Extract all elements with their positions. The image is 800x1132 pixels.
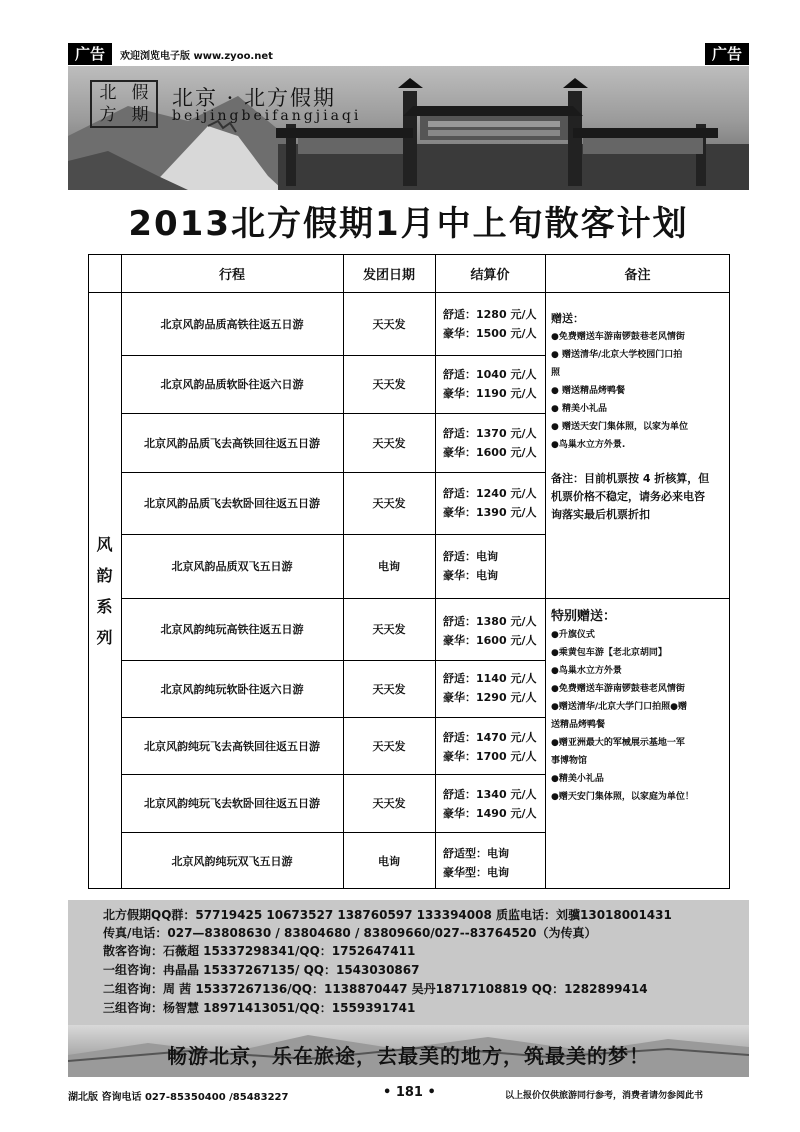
price-cell	[443, 365, 536, 403]
price-comfort: 舒适：1240 元/人	[443, 487, 537, 500]
great-wall-gate-illustration	[68, 66, 749, 190]
price-luxury: 豪华：电询	[443, 569, 498, 582]
ad-label-right: 广告	[705, 43, 749, 65]
note-item: ●升旗仪式	[551, 630, 595, 640]
price-cell	[443, 305, 536, 343]
note-remark: 机票价格不稳定，请务必来电咨	[551, 490, 705, 503]
note-item: ● 赠送天安门集体照，以家为单位	[551, 422, 688, 432]
price-comfort: 舒适：1040 元/人	[443, 368, 537, 381]
price-comfort: 舒适：1470 元/人	[443, 731, 537, 744]
date-cell: 天天发	[372, 797, 406, 810]
price-cell	[443, 424, 536, 462]
price-comfort: 舒适：1140 元/人	[443, 672, 537, 685]
route-cell: 北京风韵纯玩高铁往返五日游	[160, 623, 304, 636]
ad-label-left: 广告	[68, 43, 112, 65]
date-cell: 天天发	[372, 497, 406, 510]
page-number: • 181 •	[383, 1085, 436, 1100]
contact-fax: 传真/电话：027—83808630 / 83804680 / 83809660/027--83764520（为传真）	[103, 926, 597, 940]
note-item: ●乘黄包车游【老北京胡同】	[551, 648, 667, 658]
logo-char: 期	[131, 105, 149, 125]
note-item: ●赠送清华/北京大学门口拍照●赠	[551, 702, 687, 712]
price-cell	[443, 728, 536, 766]
route-cell: 北京风韵纯玩双飞五日游	[171, 854, 293, 868]
contact-group-2: 二组咨询：周 茜 15337267136/QQ：1138870447 吴丹18717108819 QQ：1282899414	[103, 982, 648, 996]
contact-group-1: 一组咨询：冉晶晶 15337267135/ QQ：1543030867	[103, 963, 420, 977]
price-cell	[443, 669, 536, 707]
route-cell: 北京风韵品质飞去高铁回往返五日游	[144, 436, 320, 450]
price-luxury: 豪华：1490 元/人	[443, 807, 537, 820]
brand-logo	[90, 80, 158, 128]
price-cell	[443, 844, 509, 882]
contact-section	[68, 900, 749, 1038]
price-luxury: 豪华：1700 元/人	[443, 750, 537, 763]
note-remark: 询落实最后机票折扣	[551, 508, 650, 521]
route-cell: 北京风韵品质高铁往返五日游	[160, 317, 304, 331]
price-luxury: 豪华：1390 元/人	[443, 506, 537, 519]
note-item: 送精品烤鸭餐	[551, 720, 606, 730]
header-route: 行程	[218, 267, 245, 283]
date-cell: 电询	[378, 854, 400, 868]
logo-char: 北	[99, 83, 117, 103]
logo-char: 假	[131, 83, 149, 103]
route-cell: 北京风韵纯玩飞去软卧回往返五日游	[144, 797, 320, 810]
note-item: ●免费赠送车游南锣鼓巷老风情街	[551, 332, 685, 342]
price-comfort: 舒适型：电询	[443, 847, 509, 860]
notes-gifts	[551, 310, 726, 524]
note-remark: 备注：目前机票按 4 折核算，但	[551, 472, 710, 485]
date-cell: 天天发	[372, 317, 406, 331]
price-luxury: 豪华型：电询	[443, 866, 509, 879]
price-luxury: 豪华：1290 元/人	[443, 691, 537, 704]
price-cell	[443, 484, 536, 522]
note-item: ● 精美小礼品	[551, 404, 607, 414]
date-cell: 天天发	[372, 436, 406, 450]
date-cell: 天天发	[372, 378, 406, 391]
series-char: 列	[96, 627, 113, 647]
date-cell: 天天发	[372, 739, 406, 753]
footer-disclaimer: 以上报价仅供旅游同行参考，消费者请勿参阅此书	[505, 1091, 704, 1101]
page-title: 2013北方假期1月中上旬散客计划	[128, 204, 689, 244]
note-item: ● 赠送精品烤鸭餐	[551, 386, 625, 396]
note-item: ●赠天安门集体照，以家庭为单位！	[551, 792, 694, 802]
contact-individual: 散客咨询：石薇超 15337298341/QQ：1752647411	[103, 944, 416, 958]
note-item: 事博物馆	[551, 756, 588, 766]
series-char: 系	[96, 596, 113, 616]
route-cell: 北京风韵纯玩软卧往返六日游	[160, 682, 304, 696]
route-cell: 北京风韵品质双飞五日游	[171, 560, 293, 573]
header-date: 发团日期	[362, 267, 415, 283]
note-item: ● 赠送清华/北京大学校园门口拍	[551, 350, 683, 360]
price-comfort: 舒适：1370 元/人	[443, 427, 537, 440]
date-cell: 天天发	[372, 682, 406, 696]
date-cell: 电询	[378, 560, 400, 573]
footer-hotline: 湖北版 咨询电话 027-85350400 /85483227	[68, 1092, 289, 1103]
route-cell: 北京风韵品质飞去软卧回往返五日游	[144, 497, 320, 510]
route-cell: 北京风韵品质软卧往返六日游	[160, 378, 304, 391]
date-cell: 天天发	[372, 623, 406, 636]
notes-special-label: 特别赠送：	[551, 609, 617, 624]
price-luxury: 豪华：1190 元/人	[443, 387, 537, 400]
contact-group-3: 三组咨询：杨智慧 18971413051/QQ：1559391741	[103, 1001, 416, 1015]
series-char: 风	[96, 534, 113, 554]
note-item: ●鸟巢水立方外景.	[551, 440, 626, 450]
price-cell	[443, 612, 536, 650]
note-item: 照	[551, 368, 561, 378]
price-comfort: 舒适：1340 元/人	[443, 788, 537, 801]
note-item: ●鸟巢水立方外景	[551, 666, 622, 676]
welcome-text: 欢迎浏览电子版 www.zyoo.net	[120, 51, 273, 62]
price-comfort: 舒适：电询	[443, 550, 498, 563]
header-price: 结算价	[470, 267, 510, 283]
notes-special-gifts	[551, 608, 726, 806]
notes-gifts-label: 赠送：	[551, 312, 584, 325]
price-cell	[443, 547, 498, 585]
note-item: ●免费赠送车游南锣鼓巷老风情街	[551, 684, 685, 694]
slogan-text: 畅游北京，乐在旅途，去最美的地方，筑最美的梦！	[167, 1044, 650, 1068]
banner-image	[68, 66, 749, 190]
brand-name-cn: 北京 · 北方假期	[172, 86, 337, 110]
note-item: ●精美小礼品	[551, 774, 604, 784]
brand-name-pinyin: beijingbeifangjiaqi	[172, 108, 362, 124]
price-luxury: 豪华：1600 元/人	[443, 634, 537, 647]
series-char: 韵	[96, 565, 113, 585]
note-item: ●赠亚洲最大的军械展示基地一军	[551, 738, 685, 748]
price-luxury: 豪华：1500 元/人	[443, 327, 537, 340]
series-label	[88, 292, 121, 889]
logo-char: 方	[99, 105, 117, 125]
contact-qq-group: 北方假期QQ群：57719425 10673527 138760597 133394008 质监电话：刘骥13018001431	[103, 908, 672, 922]
header-notes: 备注	[624, 267, 651, 283]
price-cell	[443, 785, 536, 823]
price-comfort: 舒适：1280 元/人	[443, 308, 537, 321]
route-cell: 北京风韵纯玩飞去高铁回往返五日游	[144, 739, 320, 753]
price-comfort: 舒适：1380 元/人	[443, 615, 537, 628]
price-luxury: 豪华：1600 元/人	[443, 446, 537, 459]
